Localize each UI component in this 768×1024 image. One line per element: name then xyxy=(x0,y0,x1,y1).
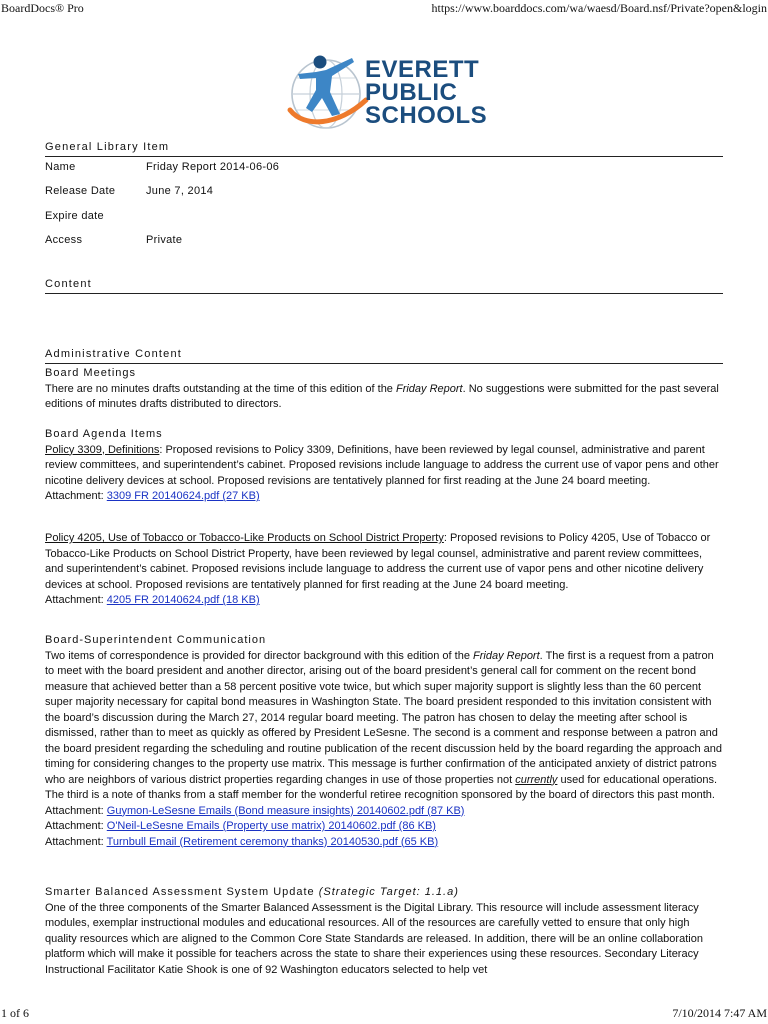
communication-emphasis-2: currently xyxy=(515,773,558,786)
attachment-label: Attachment: xyxy=(45,835,107,848)
logo-text-public: PUBLIC xyxy=(365,79,458,106)
page-header-app-title: BoardDocs® Pro xyxy=(1,1,84,15)
smarter-balanced-text: One of the three components of the Smarter Balanced Assessment is the Digital Library. This resource will include assessment literacy modules, exemplar instructional modules and educational resources. All of the resources are carefully vetted to ensure that only high quality resources which are aligned to the Common Core State Standards are released. In addition, there will be an online collaboration platform which will make it possible for teachers across the state to share their experiences using these resources. Secondary Literacy Instructional Facilitator Katie Shook is one of 92 Washington educators selected to help vet xyxy=(45,901,703,976)
meta-value: Private xyxy=(146,234,183,246)
board-agenda-items-section xyxy=(45,427,723,505)
policy-4205-block xyxy=(45,531,723,609)
attachment-link-turnbull[interactable]: Turnbull Email (Retirement ceremony thanks) 20140530.pdf (65 KB) xyxy=(106,835,439,848)
meta-label: Access xyxy=(45,234,83,246)
board-meetings-text-end: . No suggestions were submitted for the past several editions of minutes drafts distributed to directors. xyxy=(45,382,719,410)
communication-text-1: Two items of correspondence is provided for director background with this edition of the xyxy=(45,649,474,662)
meta-value: June 7, 2014 xyxy=(146,185,214,197)
board-meetings-section xyxy=(45,366,723,413)
attachment-label: Attachment: xyxy=(45,594,107,606)
board-meetings-text: There are no minutes drafts outstanding at the time of this edition of the xyxy=(45,382,396,395)
attachment-link-4205[interactable]: 4205 FR 20140624.pdf (18 KB) xyxy=(106,594,260,606)
meta-label: Release Date xyxy=(45,185,116,197)
content-section-title: Content xyxy=(45,277,723,294)
attachment-link-3309[interactable]: 3309 FR 20140624.pdf (27 KB) xyxy=(106,490,260,502)
page-footer-timestamp: 7/10/2014 7:47 AM xyxy=(672,1006,767,1020)
policy-4205-title: Policy 4205, Use of Tobacco or Tobacco-Like Products on School District Property xyxy=(45,532,444,544)
policy-3309-text: : Proposed revisions to Policy 3309, Definitions, have been reviewed by legal counsel, administrative and parent review committees, and superintendent’s cabinet. Proposed revisions include language to address the current use of vapor pens and other nicotine delivery devices at school. Proposed revisions are tentatively planned for first reading at the June 24 board meeting. xyxy=(45,443,719,487)
meta-label: Name xyxy=(45,161,76,173)
logo-text-schools: SCHOOLS xyxy=(365,102,488,129)
attachment-label: Attachment: xyxy=(45,820,107,832)
logo-text-everett: EVERETT xyxy=(365,56,480,83)
attachment-label: Attachment: xyxy=(45,490,107,502)
administrative-content-title: Administrative Content xyxy=(45,347,723,364)
board-agenda-items-heading: Board Agenda Items xyxy=(45,428,163,440)
page-footer-page-number: 1 of 6 xyxy=(1,1006,29,1020)
board-meetings-emphasis: Friday Report xyxy=(395,382,463,395)
page-header-url: https://www.boarddocs.com/wa/waesd/Board.nsf/Private?open&login xyxy=(431,1,767,15)
policy-3309-title: Policy 3309, Definitions xyxy=(45,443,160,456)
smarter-balanced-heading-text: Smarter Balanced Assessment System Update xyxy=(45,886,315,898)
smarter-balanced-strategic-target: (Strategic Target: 1.1.a) xyxy=(318,886,459,898)
attachment-label: Attachment: xyxy=(45,804,107,817)
communication-text-2: . The first is a request from a patron to meet with the board president and another director, arising out of the board president’s general call for comment on the recent bond measure that achieved better than a 58 percent positive vote twice, but which super majority support is slightly less than the 60 percent super majority necessary for capital bond measures in Washington State. The board president responded to this invitation consistent with the board’s discussion during the March 27, 2014 regular board meeting. The patron has chosen to delay the meeting after school is dismissed, rather than to meet as quickly as offered by President LeSesne. The second is a comment and response between a patron and the board president regarding the scheduling and routine publication of the recent discussion held by the board regarding the approach and timing for considering changes to the property use matrix. This message is further confirmation of the anticipated anxiety of district patrons who are neighbors of various district properties regarding changes in use of those properties not xyxy=(45,649,722,786)
smarter-balanced-heading xyxy=(45,885,723,901)
logo-emblem-icon xyxy=(282,48,372,138)
communication-heading: Board-Superintendent Communication xyxy=(45,634,267,646)
meta-value: Friday Report 2014-06-06 xyxy=(146,161,280,173)
general-library-item-title: General Library Item xyxy=(45,140,723,157)
attachment-link-guymon[interactable]: Guymon-LeSesne Emails (Bond measure insights) 20140602.pdf (87 KB) xyxy=(106,804,465,817)
meta-label: Expire date xyxy=(45,210,104,222)
board-meetings-heading: Board Meetings xyxy=(45,367,137,379)
communication-text-3: used for educational operations. The third is a note of thanks from a staff member for the wonderful retiree recognition sponsored by the board of directors this past month. xyxy=(45,773,718,801)
board-superintendent-communication-section xyxy=(45,633,723,850)
attachment-link-oneil[interactable]: O'Neil-LeSesne Emails (Property use matrix) 20140602.pdf (86 KB) xyxy=(106,820,436,832)
policy-4205-text: : Proposed revisions to Policy 4205, Use of Tobacco or Tobacco-Like Products on School District Property, have been reviewed by legal counsel, administrative and parent review committees, and superintendent’s cabinet. Proposed revisions include language to address the current use of vapor pens and other nicotine delivery devices at school. Proposed revisions are tentatively planned for first reading at the June 24 board meeting. xyxy=(45,532,711,591)
communication-emphasis-1: Friday Report xyxy=(473,649,540,662)
smarter-balanced-section xyxy=(45,885,723,978)
everett-public-schools-logo xyxy=(282,48,488,138)
